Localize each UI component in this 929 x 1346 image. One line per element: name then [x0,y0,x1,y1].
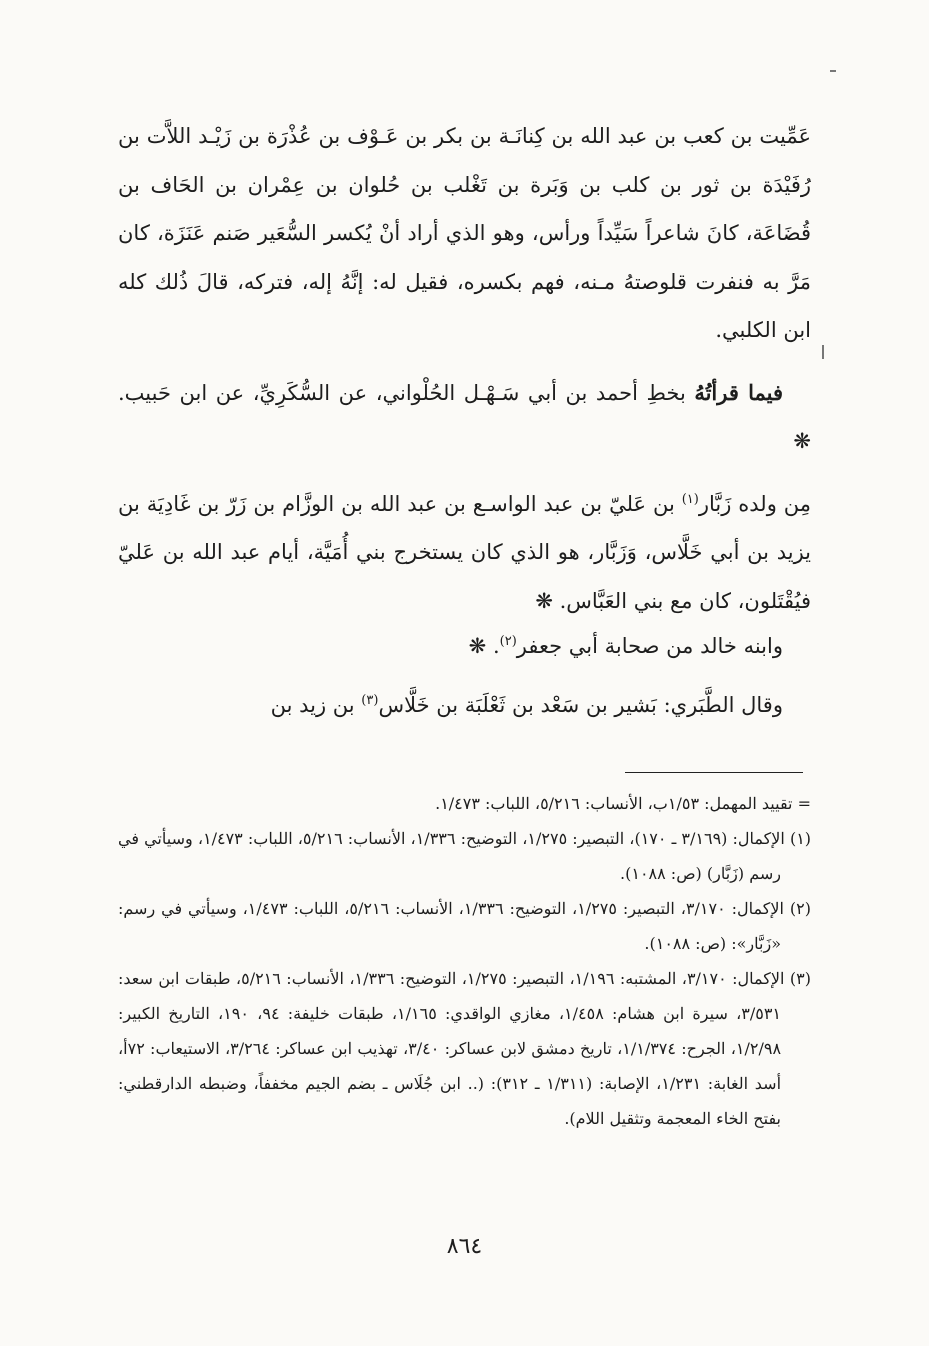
footnote-continued: = تقييد المهمل: ١/٥٣ب، الأنساب: ٥/٢١٦، اللباب: ١/٤٧٣. [435,794,811,813]
footnote-ref-2: (٢) [499,634,517,649]
source-text: بخطِ أحمد بن أبي سَـهْـل الحُلْواني، عن السُّكَرِيِّ، عن ابن حَبيب. ❋ [118,380,811,453]
scan-speck [822,345,824,359]
khalid-text: وابنه خالد من صحابة أبي جعفر [516,634,783,658]
paragraph-zabbar [118,480,811,626]
zabbar-lead: مِن ولده زَبَّار [698,491,811,516]
paragraph-genealogy: عَمِّيت بن كعب بن عبد الله بن كِنانَـة بن بكر بن عَـوْف بن عُذْرَة بن زَيْـد اللاَّت بن رُفَيْدَة بن ثور بن كلب بن وَبَرة بن تَغْلب بن حُلوان بن عِمْران بن الحَاف بن قُضَاعَة، كانَ شاعراً سَيِّداً ورأس، وهو الذي أراد أنْ يُكسر السُّعَير صَنم عَنَزَة، كان مَرَّ به فنفرت قلوصتهُ مـنه، فهم بكسره، فقيل له: إنَّهُ إله، فتركه، قالَ ذُلك كله ابن الكلبي. [118,124,811,342]
paragraph-tabari [118,681,811,730]
khalid-end: . ❋ [468,634,500,658]
footnote-ref-1: (١) [681,491,699,507]
paragraph-source [118,369,811,466]
footnote-ref-3: (٣) [361,693,379,708]
footnote-separator [625,772,803,773]
footnote-2: (٢) الإكمال: ٣/١٧٠، التبصير: ١/٢٧٥، التوضيح: ١/٣٣٦، الأنساب: ٥/٢١٦، اللباب: ١/٤٧٣، وسيأتي في رسم: «زَبَّار»: (ص: ١٠٨٨). [118,899,811,953]
source-lead: فيما قرأتُهُ [694,379,783,405]
scan-speck [830,70,836,72]
zabbar-text: بن عَليّ بن عبد الواسـع بن عبد الله بن الوزَّام بن زَرّ بن غَادِيَة بن يزيد بن أبي خَلَّاس، وَزَبَّار، هو الذي كان يستخرج بني أُمَيَّة، أيام عبد الله بن عَليّ فيُقْتَلون، كان مع بني العَبَّاس. ❋ [118,491,811,613]
main-text [118,112,811,730]
footnote-3: (٣) الإكمال: ٣/١٧٠، المشتبه: ١/١٩٦، التبصير: ١/٢٧٥، التوضيح: ١/٣٣٦، الأنساب: ٥/٢١٦، طبقات ابن سعد: ٣/٥٣١، سيرة ابن هشام: ١/٤٥٨، مغازي الواقدي: ١/١٦٥، طبقات خليفة: ٩٤، ١٩٠، التاريخ الكبير: ١/٢/٩٨، الجرح: ١/١/٣٧٤، تاريخ دمشق لابن عساكر: ٣/٤٠، تهذيب ابن عساكر: ٣/٢٦٤، الاستيعاب: ٧٢أ، أسد الغابة: ١/٢٣١، الإصابة: (١/٣١١ ـ ٣١٢): (.. ابن جُلَاس ـ بضم الجيم مخففاً، وضبطه الدارقطني: بفتح الخاء المعجمة وتثقيل اللام). [118,969,812,1128]
page-number: ٨٦٤ [446,1234,483,1259]
footnotes [118,786,811,1136]
paragraph-khalid [118,625,811,667]
footnote-1: (١) الإكمال: (٣/١٦٩ ـ ١٧٠)، التبصير: ١/٢٧٥، التوضيح: ١/٣٣٦، الأنساب: ٥/٢١٦، اللباب: ١/٤٧٣، وسيأتي في رسم (زَبَّار) (ص: ١٠٨٨). [118,829,812,883]
tabari-end: بن زيد بن [270,693,362,717]
tabari-text: وقال الطَّبَري: بَشير بن سَعْد بن ثَعْلَبَة بن خَلَّاس [378,693,783,717]
